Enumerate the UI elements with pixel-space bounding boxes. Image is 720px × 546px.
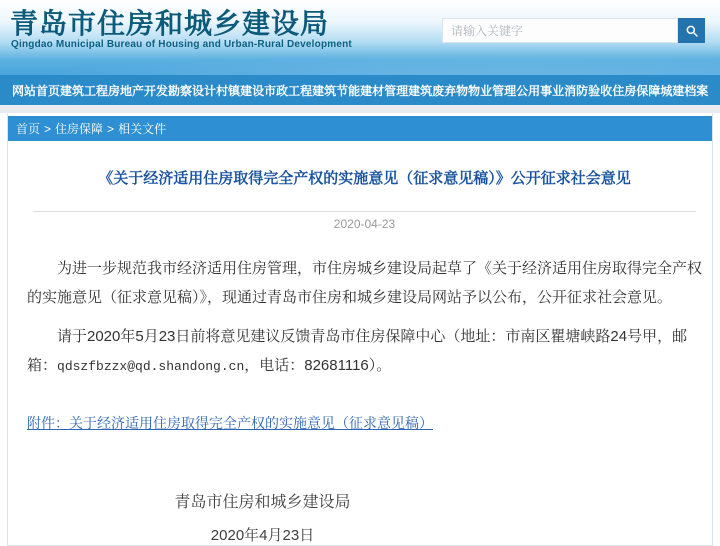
site-title: 青岛市住房和城乡建设局 — [10, 8, 330, 39]
search-button[interactable] — [678, 18, 705, 43]
breadcrumb-home[interactable]: 首页 — [16, 122, 41, 136]
breadcrumb — [8, 116, 712, 141]
search-input[interactable] — [442, 18, 678, 43]
publish-date: 2020-04-23 — [333, 217, 396, 231]
nav-item[interactable]: 市政工程 — [264, 83, 313, 98]
nav-item[interactable]: 城建档案 — [660, 83, 709, 98]
signature-date: 2020年4月23日 — [210, 527, 315, 544]
paragraph-2-text: 请于2020年5月23日前将意见建议反馈青岛市住房保障中心（地址：市南区瞿塘峡路24号甲，邮箱： — [27, 328, 688, 374]
paragraph-2 — [27, 322, 702, 381]
breadcrumb-housing-security[interactable]: 住房保障 — [55, 122, 104, 136]
nav-item[interactable]: 物业管理 — [468, 83, 517, 98]
signature-name: 青岛市住房和城乡建设局 — [174, 494, 351, 511]
divider-strip — [0, 105, 720, 113]
breadcrumb-separator: > — [107, 121, 115, 136]
paragraph-1: 为进一步规范我市经济适用住房管理，市住房城乡建设局起草了《关于经济适用住房取得完全产权的实施意见（征求意见稿）》，现通过青岛市住房和城乡建设局网站予以公布，公开征求社会意见。 — [27, 260, 703, 306]
nav-item[interactable]: 建筑工程 — [60, 83, 109, 98]
main-nav — [0, 75, 720, 105]
contact-email: qdszfbzzx@qd.shandong.cn — [57, 359, 245, 374]
site-banner — [0, 0, 720, 75]
nav-item[interactable]: 建筑废弃物 — [408, 83, 469, 98]
nav-item[interactable]: 建筑节能 — [312, 83, 361, 98]
nav-item[interactable]: 村镇建设 — [216, 83, 265, 98]
nav-item[interactable]: 公用事业 — [516, 83, 565, 98]
attachment-link[interactable]: 附件：关于经济适用住房取得完全产权的实施意见（征求意见稿） — [27, 415, 433, 431]
search-icon — [685, 24, 699, 38]
breadcrumb-current: 相关文件 — [118, 122, 167, 136]
article-title: 《关于经济适用住房取得完全产权的实施意见（征求意见稿）》公开征求社会意见 — [98, 170, 631, 187]
search-box — [442, 18, 705, 43]
paragraph-2-text: ，电话：82681116）。 — [244, 357, 392, 374]
nav-item[interactable]: 消防验收 — [564, 83, 613, 98]
nav-item[interactable]: 建材管理 — [360, 83, 409, 98]
site-subtitle: Qingdao Municipal Bureau of Housing and Urban-Rural Development — [11, 39, 352, 50]
nav-item-home[interactable]: 网站首页 — [12, 83, 61, 98]
nav-item[interactable]: 勘察设计 — [168, 83, 217, 98]
article — [8, 167, 712, 545]
breadcrumb-separator: > — [44, 121, 52, 136]
signature-block — [155, 489, 370, 545]
nav-item-housing-security[interactable]: 住房保障 — [612, 83, 661, 98]
nav-item[interactable]: 房地产开发 — [108, 83, 169, 98]
content-area — [7, 113, 713, 546]
